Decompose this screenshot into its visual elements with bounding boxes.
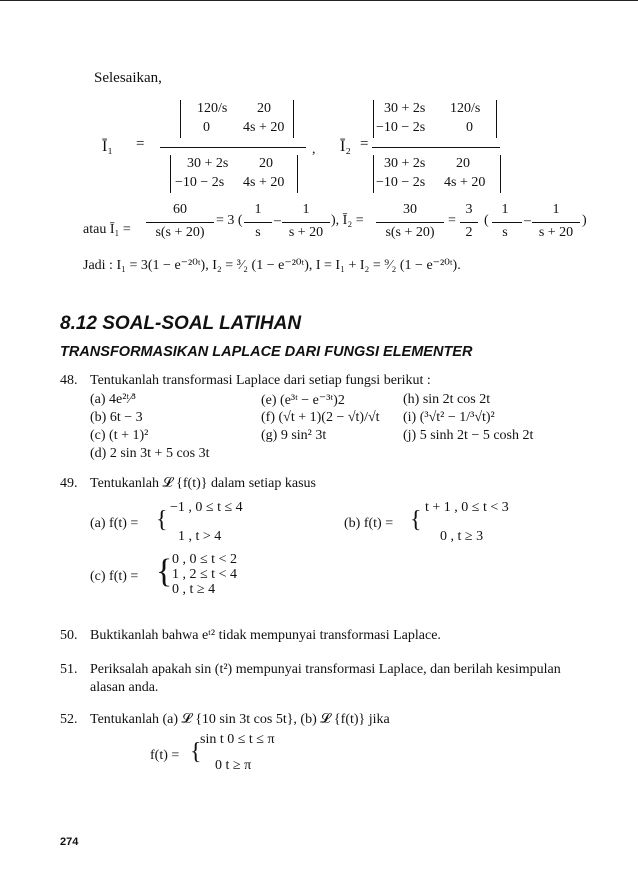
problem-52-number: 52.: [60, 712, 78, 727]
i1-denominator-determinant: [170, 155, 298, 193]
det-cell: 4s + 20: [444, 175, 486, 190]
p52-label: f(t) =: [150, 748, 180, 763]
page-number: 274: [60, 836, 79, 848]
atau-frac2-bar: [244, 222, 272, 223]
det-cell: −10 − 2s: [376, 120, 426, 135]
atau-minus: –: [274, 213, 281, 228]
atau-minus2: –: [524, 213, 531, 228]
p48-item: (b) 6t − 3: [90, 410, 143, 425]
atau-frac6-den: s: [502, 225, 508, 240]
atau-eq: =: [448, 213, 456, 228]
problem-49-text: Tentukanlah 𝓛 {f(t)} dalam setiap kasus: [90, 476, 316, 491]
det-cell: −10 − 2s: [376, 175, 426, 190]
atau-frac1-num: 60: [173, 202, 187, 217]
problem-49-number: 49.: [60, 476, 78, 491]
atau-frac5-den: 2: [465, 225, 473, 240]
p48-item: (e) (e³ᵗ − e⁻³ᵗ)2: [261, 393, 345, 408]
atau-frac7-bar: [532, 222, 580, 223]
atau-frac3-num: 1: [302, 202, 310, 217]
i2-fraction-bar: [372, 147, 500, 148]
atau-frac6-bar: [492, 222, 522, 223]
p48-item: (c) (t + 1)²: [90, 428, 149, 443]
atau-close: ): [582, 213, 587, 228]
brace-icon: {: [156, 553, 173, 590]
problem-48-number: 48.: [60, 373, 78, 388]
atau-frac7-num: 1: [552, 202, 560, 217]
p49a-label: (a) f(t) =: [90, 516, 139, 531]
problem-51-text: Periksalah apakah sin (t²) mempunyai transformasi Laplace, dan berilah kesimpulan: [90, 662, 561, 677]
i1-label: Ī₁: [102, 138, 113, 155]
atau-prefix: atau Ī₁ =: [83, 222, 131, 237]
p52-case: sin t 0 ≤ t ≤ π: [200, 732, 275, 747]
atau-frac2-num: 1: [254, 202, 262, 217]
det-cell: 30 + 2s: [187, 156, 229, 171]
p49a-case: −1 , 0 ≤ t ≤ 4: [170, 500, 243, 515]
atau-eq3: = 3 (: [216, 213, 243, 228]
det-cell: 30 + 2s: [384, 156, 426, 171]
problem-48-text: Tentukanlah transformasi Laplace dari setiap fungsi berikut :: [90, 373, 431, 388]
det-cell: 0: [466, 120, 473, 135]
section-title: 8.12 SOAL-SOAL LATIHAN: [60, 313, 302, 334]
problem-50-text: Buktikanlah bahwa eᵗ² tidak mempunyai transformasi Laplace.: [90, 628, 441, 643]
p49b-case: t + 1 , 0 ≤ t < 3: [425, 500, 509, 515]
atau-frac5-num: 3: [465, 202, 473, 217]
p48-item: (a) 4e²ᵗ⁄³: [90, 392, 136, 407]
brace-icon: {: [410, 507, 422, 533]
p52-case: 0 t ≥ π: [215, 758, 252, 773]
p49c-case: 0 , 0 ≤ t < 2: [172, 552, 237, 567]
det-cell: 4s + 20: [243, 175, 285, 190]
det-cell: 30 + 2s: [384, 101, 426, 116]
i1-equals: =: [136, 136, 145, 152]
comma: ,: [312, 142, 316, 157]
atau-frac5-bar: [460, 222, 478, 223]
jadi-line: Jadi : I₁ = 3(1 − e⁻²⁰ᵗ), I₂ = ³⁄₂ (1 − e⁻²⁰ᵗ), I = I₁ + I₂ = ⁹⁄₂ (1 − e⁻²⁰ᵗ).: [83, 258, 461, 273]
i2-numerator-determinant: [373, 100, 497, 138]
atau-frac1-den: s(s + 20): [155, 225, 205, 240]
top-rule: [0, 0, 638, 1]
det-cell: −10 − 2s: [175, 175, 225, 190]
brace-icon: {: [156, 507, 168, 533]
problem-52-text: Tentukanlah (a) 𝓛 {10 sin 3t cos 5t}, (b) 𝓛 {f(t)} jika: [90, 712, 390, 727]
i1-numerator-determinant: [180, 100, 294, 138]
p48-item: (h) sin 2t cos 2t: [403, 392, 491, 407]
p49c-case: 0 , t ≥ 4: [172, 582, 216, 597]
brace-icon: {: [190, 739, 202, 765]
p49b-label: (b) f(t) =: [344, 516, 394, 531]
atau-frac2-den: s: [255, 225, 261, 240]
i2-denominator-determinant: [373, 155, 501, 193]
p49c-case: 1 , 2 ≤ t < 4: [172, 567, 237, 582]
atau-frac1-bar: [146, 222, 214, 223]
intro-text: Selesaikan,: [94, 70, 162, 86]
p48-item: (d) 2 sin 3t + 5 cos 3t: [90, 446, 210, 461]
p48-item: (g) 9 sin² 3t: [261, 428, 327, 443]
atau-frac7-den: s + 20: [538, 225, 574, 240]
det-cell: 20: [456, 156, 470, 171]
problem-50-number: 50.: [60, 628, 78, 643]
atau-frac4-num: 30: [403, 202, 417, 217]
p48-item: (i) (³√t² − 1/³√t)²: [403, 410, 495, 425]
atau-open: (: [484, 213, 489, 228]
det-cell: 0: [203, 120, 210, 135]
atau-mid: ), Ī₂ =: [331, 213, 364, 228]
atau-frac6-num: 1: [501, 202, 509, 217]
det-cell: 4s + 20: [243, 120, 285, 135]
atau-frac3-den: s + 20: [288, 225, 324, 240]
det-cell: 120/s: [197, 101, 228, 116]
p49a-case: 1 , t > 4: [178, 529, 222, 544]
subsection-title: TRANSFORMASIKAN LAPLACE DARI FUNGSI ELEMENTER: [60, 344, 473, 360]
problem-51-number: 51.: [60, 662, 78, 677]
p48-item: (f) (√t + 1)(2 − √t)/√t: [261, 410, 380, 425]
det-cell: 20: [259, 156, 273, 171]
atau-frac3-bar: [282, 222, 330, 223]
p48-item: (j) 5 sinh 2t − 5 cosh 2t: [403, 428, 534, 443]
problem-51-text-cont: alasan anda.: [90, 680, 159, 695]
i2-label: Ī₂: [340, 138, 351, 155]
p49c-label: (c) f(t) =: [90, 569, 139, 584]
i1-fraction-bar: [160, 147, 306, 148]
p49b-case: 0 , t ≥ 3: [440, 529, 484, 544]
i2-equals: =: [360, 136, 369, 152]
atau-frac4-den: s(s + 20): [385, 225, 435, 240]
atau-frac4-bar: [376, 222, 444, 223]
det-cell: 120/s: [450, 101, 481, 116]
det-cell: 20: [257, 101, 271, 116]
